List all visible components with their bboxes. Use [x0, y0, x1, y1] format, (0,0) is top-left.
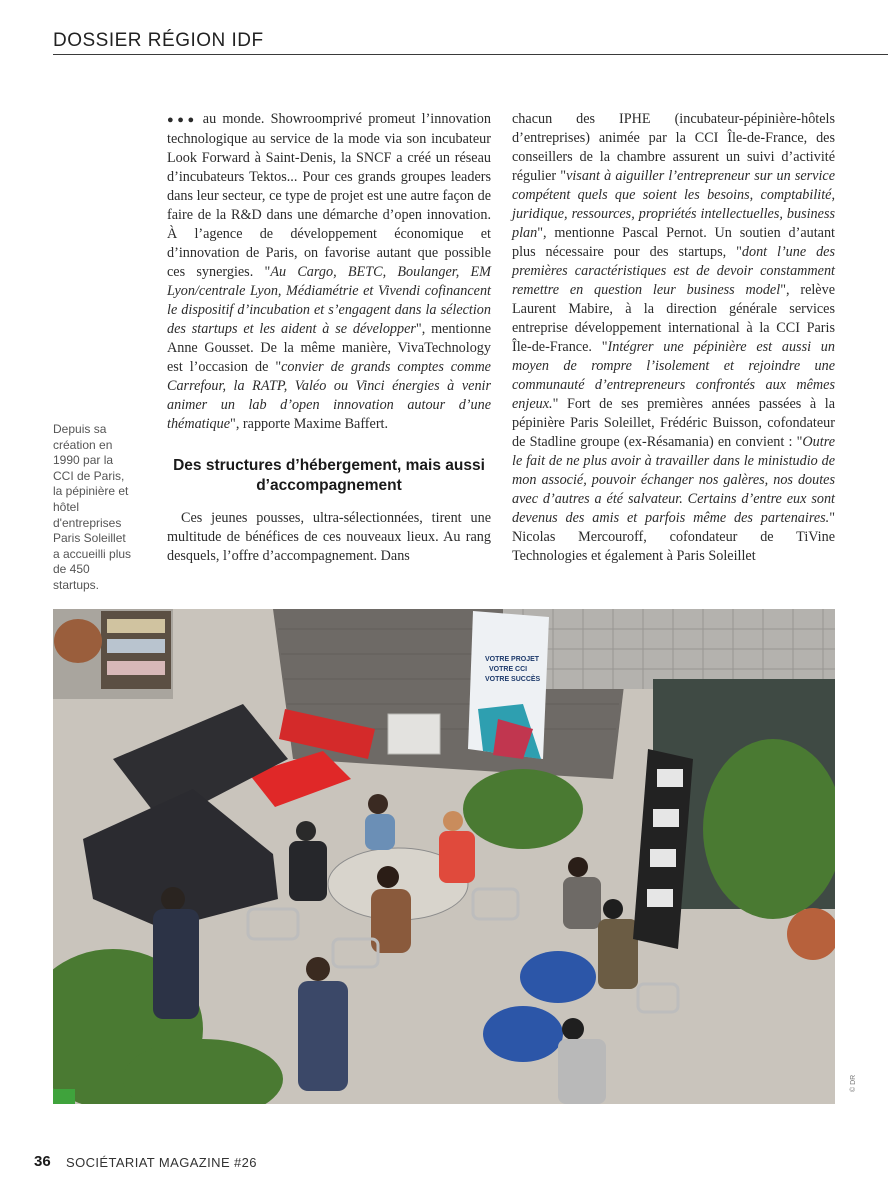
sidebar-caption: Depuis sa création en 1990 par la CCI de Paris, la pépinière et hôtel d'entreprises Paris Soleillet a accueilli plus de 450 startups.	[53, 422, 132, 592]
photo-illustration	[53, 609, 835, 1104]
article-photo	[53, 609, 835, 1104]
quoted-text: Au Cargo, BETC, Boulanger, EM Lyon/centrale Lyon, Médiamétrie et Vivendi cofinancent le dispositif d’incubation et s’engagent dans la sélection des startups et les aident à se développer	[167, 264, 491, 337]
photo-credit: © DR	[850, 1074, 857, 1092]
body-text: chacun des IPHE (incubateur-pépinière-hôtels d’entreprises) animée par la CCI Île-de-France, des conseillers de la chambre assurent un suivi d’activité régulier "	[512, 111, 835, 184]
article-paragraph-1	[167, 110, 491, 434]
article-column-1	[167, 110, 491, 566]
photo-green-edge	[53, 1089, 75, 1104]
cci-banner	[468, 611, 549, 759]
banner-text-2: VOTRE CCI	[489, 666, 528, 673]
quoted-text: convier de grands comptes comme Carrefour, la RATP, Valéo ou Vinci énergies à venir animer un lab d’open innovation autour d’une thématique	[167, 359, 491, 432]
magazine-title: SOCIÉTARIAT MAGAZINE #26	[66, 1155, 257, 1170]
photo-plant-pot	[54, 619, 102, 663]
header-divider	[53, 54, 888, 55]
article-paragraph-2: Ces jeunes pousses, ultra-sélectionnées, tirent une multitude de bénéfices de ces nouveaux lieux. Au rang desquels, l’offre d’accompagnement. Dans	[167, 510, 491, 564]
banner-text-3: VOTRE SUCCÈS	[485, 676, 541, 683]
body-text: " Fort de ses premières années passées à la pépinière Paris Soleillet, Frédéric Buisson, cofondateur de Stadline groupe (ex-Résamania) en convient : "	[512, 396, 835, 450]
photo-radiator	[388, 714, 440, 754]
body-text: ", rapporte Maxime Baffert.	[230, 416, 389, 432]
body-text: ", mentionne Anne Gousset. De la même manière, VivaTechnology est l’occasion de "	[167, 321, 491, 375]
body-text: ", mentionne Pascal Pernot. Un soutien d’autant plus nécessaire pour des startups, "	[512, 225, 835, 260]
article-paragraph-3	[512, 110, 835, 566]
body-text: ", relève Laurent Mabire, à la direction générale services entreprise développement international à la CCI Paris Île-de-France. "	[512, 282, 835, 355]
photo-blue-table-2	[483, 1006, 563, 1062]
photo-blue-table-1	[520, 951, 596, 1003]
paragraph-runs	[167, 111, 491, 432]
section-title: DOSSIER RÉGION IDF	[53, 30, 264, 51]
page-number: 36	[34, 1153, 51, 1170]
continuation-marker: ●●●	[167, 114, 198, 126]
body-text: au monde. Showroomprivé promeut l’innovation technologique au service de la mode via son incubateur Look Forward à Saint-Denis, la SNCF a créé un réseau d’incubateurs Tektos... Pour ces grands groupes leaders dans leur secteur, ce type de projet est une autre façon de faire de la R&D dans une démarche d’open innovation. À l’agence de développement économique et d’innovation de Paris, on favorise autant que possible ces synergies. "	[167, 111, 491, 280]
banner-text-1: VOTRE PROJET	[485, 656, 540, 663]
quoted-text: visant à aiguiller l’entrepreneur sur un service compétent quels que soient les besoins, comptabilité, juridique, ressources, propriétés intellectuelles, business plan	[512, 168, 836, 241]
quoted-text: Outre le fait de ne plus avoir à travailler dans le ministudio de mon associé, pouvoir échanger nos galères, nos doutes avec d’autres a été salvateur. Certains d’entre eux sont devenus des amis et parfois même des partenaires.	[512, 434, 835, 526]
article-subheading: Des structures d’hébergement, mais aussi d’accompagnement	[173, 457, 485, 494]
quoted-text: dont l’une des premières caractéristiques est de devoir constamment remettre en question leur business model	[512, 244, 835, 298]
article-column-2	[512, 110, 835, 566]
quoted-text: Intégrer une pépinière est aussi un moyen de rompre l’isolement et rejoindre une communauté d’entrepreneurs confrontés aux mêmes enjeux.	[512, 339, 835, 412]
body-text: " Nicolas Mercouroff, cofondateur de TiVine Technologies et également à Paris Soleillet	[512, 510, 835, 564]
